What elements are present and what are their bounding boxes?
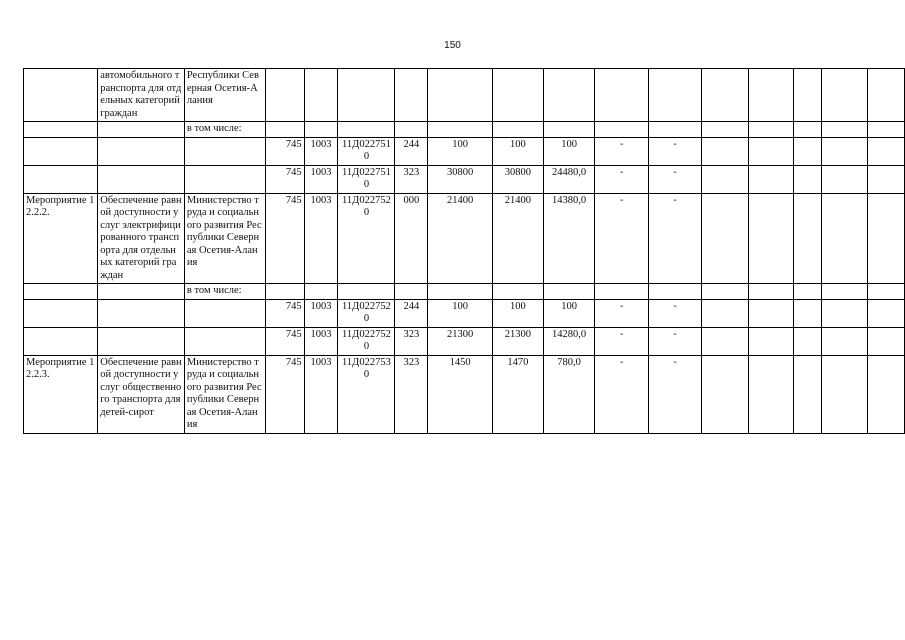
table-cell: 1003 [304,355,338,433]
table-cell [24,69,98,122]
table-row [24,355,905,433]
table-cell: - [649,165,702,193]
table-cell [749,355,794,433]
table-cell: 100 [428,137,493,165]
table-cell [304,69,338,122]
table-cell [822,299,868,327]
table-cell: 21300 [428,327,493,355]
table-cell [794,284,822,300]
table-cell: - [595,355,649,433]
table-cell: - [595,165,649,193]
table-cell: Обеспечение равной доступности услуг общественного транспорта для детей-сирот [98,355,185,433]
table-cell [395,284,428,300]
table-cell [98,137,185,165]
table-cell: 780,0 [543,355,594,433]
table-cell: 30800 [428,165,493,193]
table-cell [868,122,905,138]
table-cell: 323 [395,327,428,355]
table-cell: Обеспечение равной доступности услуг электрифицированного транспорта для отдельных категорий граждан [98,193,185,284]
table-cell: 21300 [492,327,543,355]
table-cell [822,327,868,355]
table-cell: - [649,137,702,165]
table-cell: 21400 [492,193,543,284]
table-cell: - [595,193,649,284]
table-cell: 1470 [492,355,543,433]
table-cell: 1003 [304,327,338,355]
table-cell [794,137,822,165]
table-cell: 100 [492,299,543,327]
table-cell [749,69,794,122]
table-cell: 24480,0 [543,165,594,193]
table-cell [868,355,905,433]
table-cell: - [649,193,702,284]
table-cell [428,284,493,300]
table-cell: в том числе: [184,284,265,300]
table-cell [24,165,98,193]
table-cell: 11Д0227520 [338,193,395,284]
table-cell: 000 [395,193,428,284]
table-cell: 323 [395,165,428,193]
table-cell: 745 [265,327,304,355]
table-cell: - [595,299,649,327]
table-cell: 11Д0227510 [338,165,395,193]
table-cell [868,193,905,284]
table-cell [794,355,822,433]
table-cell [822,355,868,433]
table-cell: автомобильного транспорта для отдельных категорий граждан [98,69,185,122]
table-cell [868,327,905,355]
table-cell [649,284,702,300]
table-cell: Министерство труда и социального развития Республики Северная Осетия-Алания [184,193,265,284]
table-cell: 30800 [492,165,543,193]
table-cell: 11Д0227520 [338,327,395,355]
table-cell [338,122,395,138]
table-cell [868,137,905,165]
table-cell [702,122,749,138]
table-row [24,69,905,122]
table-cell: 745 [265,165,304,193]
table-cell [184,327,265,355]
table-cell [24,284,98,300]
table-cell [24,122,98,138]
table-cell: 244 [395,137,428,165]
table-cell [868,165,905,193]
table-cell [338,284,395,300]
table-cell: Мероприятие 12.2.3. [24,355,98,433]
table-row [24,137,905,165]
table-cell [184,137,265,165]
table-cell [543,284,594,300]
table-cell: 745 [265,299,304,327]
table-cell [822,193,868,284]
table-cell [749,193,794,284]
table-cell: - [649,299,702,327]
table-cell [794,327,822,355]
table-cell [543,69,594,122]
table-cell [338,69,395,122]
table-cell [794,193,822,284]
table-cell: 14280,0 [543,327,594,355]
table-cell: Министерство труда и социального развития Республики Северная Осетия-Алания [184,355,265,433]
budget-table [23,68,905,434]
table-cell [749,165,794,193]
table-cell [702,137,749,165]
table-cell [304,122,338,138]
table-cell: 11Д0227520 [338,299,395,327]
table-row [24,284,905,300]
table-cell: 14380,0 [543,193,594,284]
table-cell [595,69,649,122]
table-cell [822,69,868,122]
table-cell [595,284,649,300]
table-cell: 11Д0227530 [338,355,395,433]
table-cell [98,284,185,300]
table-cell: 1003 [304,299,338,327]
table-cell [702,193,749,284]
table-cell [702,355,749,433]
table-cell [649,69,702,122]
table-cell [702,327,749,355]
table-cell [868,284,905,300]
table-cell: 1003 [304,137,338,165]
table-cell: 11Д0227510 [338,137,395,165]
table-row [24,165,905,193]
table-cell: 745 [265,355,304,433]
table-row [24,122,905,138]
table-cell [702,284,749,300]
table-cell [395,69,428,122]
table-cell [492,69,543,122]
table-cell [749,299,794,327]
table-cell [868,299,905,327]
table-cell: - [595,327,649,355]
table-cell: - [649,327,702,355]
table-cell [543,122,594,138]
table-cell [98,299,185,327]
table-cell: 745 [265,137,304,165]
table-cell [749,122,794,138]
table-cell [794,122,822,138]
table-cell: 1003 [304,193,338,284]
table-cell [98,122,185,138]
table-cell [184,299,265,327]
table-cell [428,122,493,138]
table-cell: 1450 [428,355,493,433]
table-cell: 1003 [304,165,338,193]
table-cell [184,165,265,193]
table-cell [428,69,493,122]
table-cell [868,69,905,122]
table-cell [702,69,749,122]
table-cell [702,165,749,193]
table-cell [304,284,338,300]
table-cell [24,137,98,165]
table-cell [749,284,794,300]
table-cell [794,69,822,122]
table-cell: 21400 [428,193,493,284]
table-cell: 100 [543,137,594,165]
table-cell [649,122,702,138]
table-cell [492,284,543,300]
table-cell [98,165,185,193]
table-row [24,299,905,327]
table-row [24,193,905,284]
table-cell [24,299,98,327]
table-cell [822,122,868,138]
table-cell [265,284,304,300]
table-cell [794,299,822,327]
table-cell [395,122,428,138]
table-cell [702,299,749,327]
table-cell: - [649,355,702,433]
table-cell: 100 [543,299,594,327]
table-cell: 100 [492,137,543,165]
table-cell [822,137,868,165]
table-cell [822,284,868,300]
page-number: 150 [444,40,461,51]
table-row [24,327,905,355]
table-cell [794,165,822,193]
table-cell [24,327,98,355]
table-cell [98,327,185,355]
table-cell: 745 [265,193,304,284]
table-cell: Республики Северная Осетия-Алания [184,69,265,122]
table-cell [749,137,794,165]
table-cell [595,122,649,138]
table-cell: Мероприятие 12.2.2. [24,193,98,284]
table-cell: 244 [395,299,428,327]
table-cell: в том числе: [184,122,265,138]
table-cell [749,327,794,355]
table-cell [492,122,543,138]
table-cell: 323 [395,355,428,433]
table-cell: 100 [428,299,493,327]
table-cell [265,122,304,138]
table-cell: - [595,137,649,165]
table-cell [265,69,304,122]
table-cell [822,165,868,193]
